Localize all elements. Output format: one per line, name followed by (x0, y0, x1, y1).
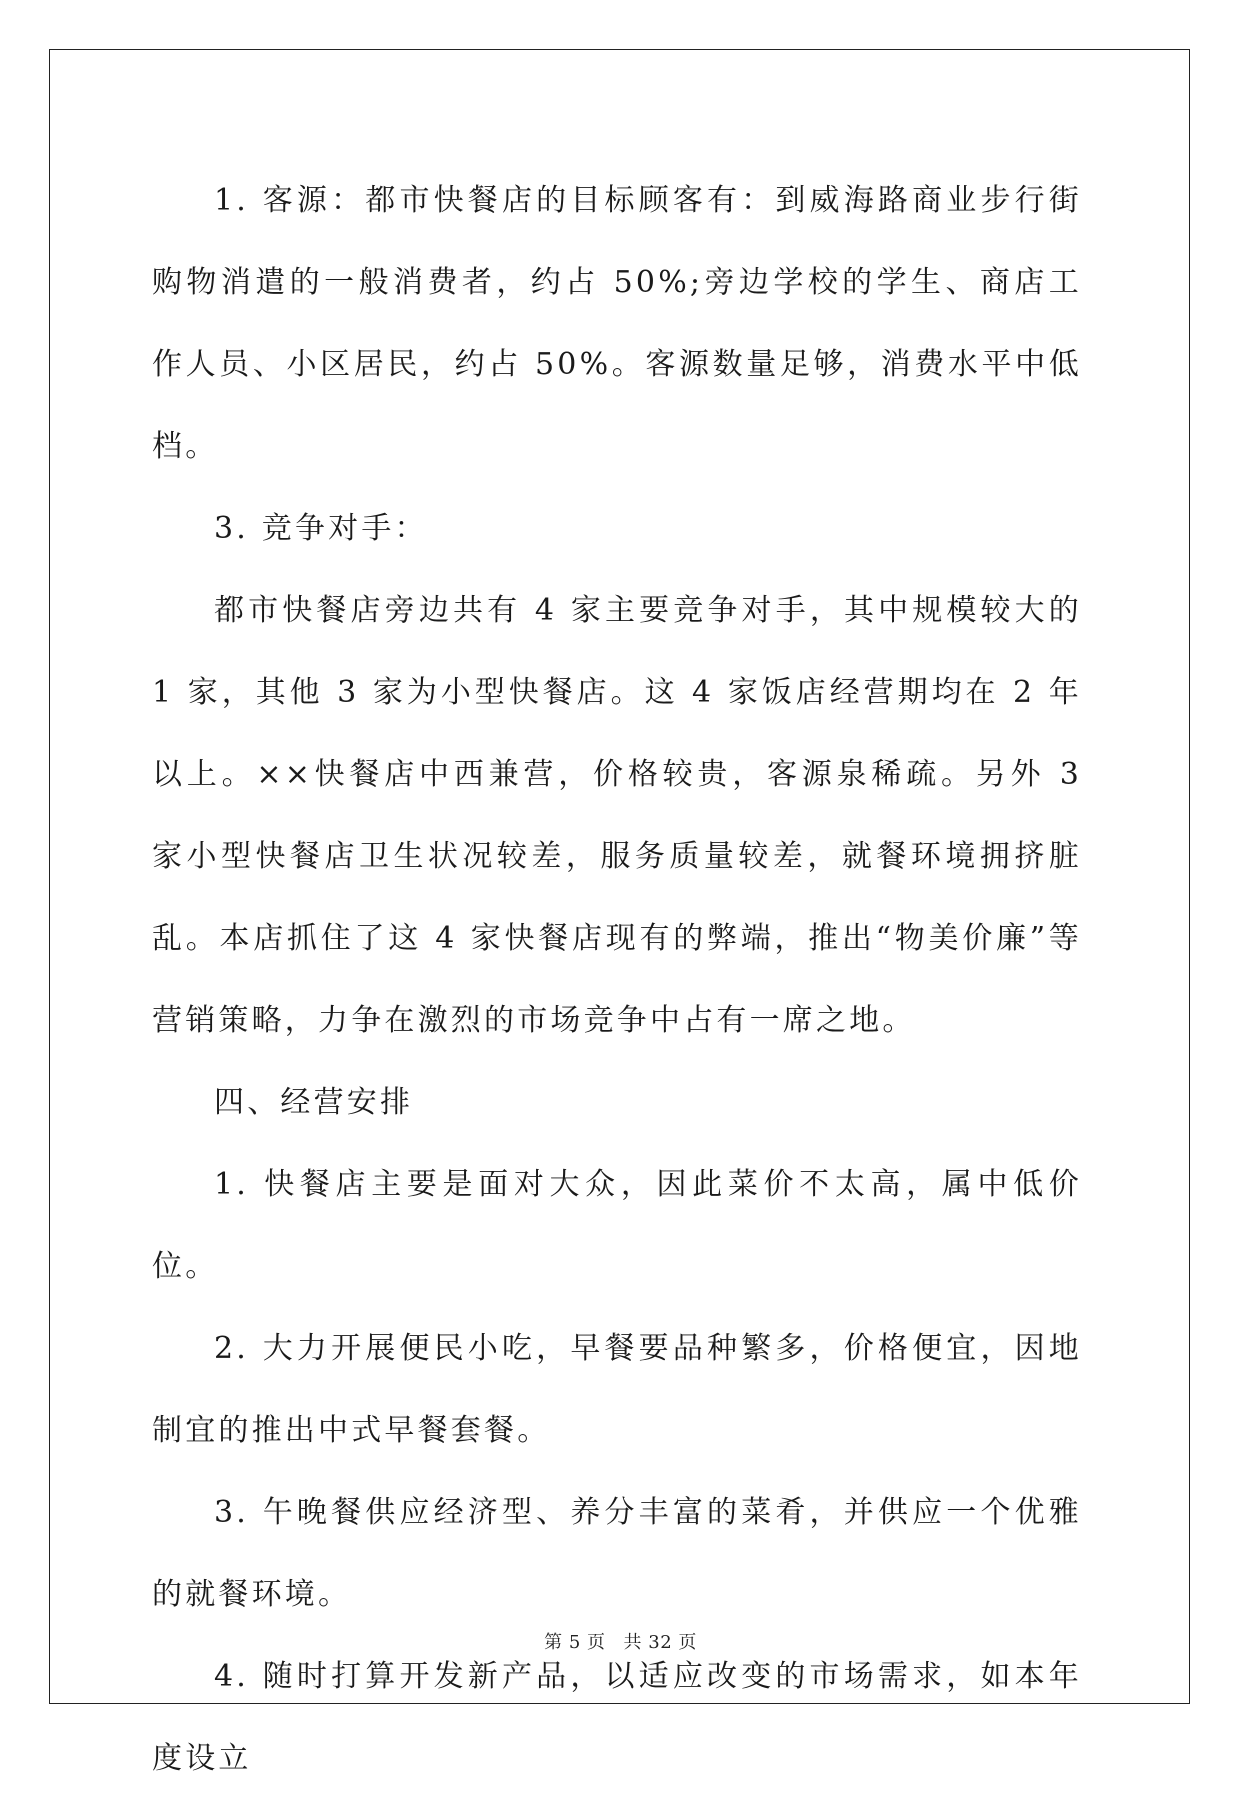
heading-competitors: 3. 竞争对手： (214, 511, 428, 546)
paragraph-operations-1: 1. 快餐店主要是面对大众，因此菜价不太高，属中低价位。 (152, 1167, 1082, 1284)
page-footer (0, 1628, 1241, 1654)
paragraph-competitors: 都市快餐店旁边共有 4 家主要竞争对手，其中规模较大的 1 家，其他 3 家为小型快餐店。这 4 家饭店经营期均在 2 年以上。××快餐店中西兼营，价格较贵，客源泉稀疏。另外 3 家小型快餐店卫生状况较差，服务质量较差，就餐环境拥挤脏乱。本店抓住了这 4 家快餐店现有的弊端，推出“物美价廉”等营销策略，力争在激烈的市场竞争中占有一席之地。 (152, 593, 1082, 1038)
paragraph-operations-4: 4. 随时打算开发新产品，以适应改变的市场需求，如本年度设立 (152, 1659, 1082, 1776)
paragraph-operations-2: 2. 大力开展便民小吃，早餐要品种繁多，价格便宜，因地制宜的推出中式早餐套餐。 (152, 1331, 1082, 1448)
page-number: 第 5 页 (544, 1632, 606, 1653)
paragraph-customer-source: 1. 客源：都市快餐店的目标顾客有：到威海路商业步行街购物消遣的一般消费者，约占 50%;旁边学校的学生、商店工作人员、小区居民，约占 50%。客源数量足够，消费水平中低档。 (152, 183, 1082, 464)
section-heading-operations: 四、经营安排 (214, 1085, 414, 1120)
document-body (152, 160, 1082, 1800)
page-total: 共 32 页 (623, 1632, 697, 1653)
paragraph-operations-3: 3. 午晚餐供应经济型、养分丰富的菜肴，并供应一个优雅的就餐环境。 (152, 1495, 1082, 1612)
